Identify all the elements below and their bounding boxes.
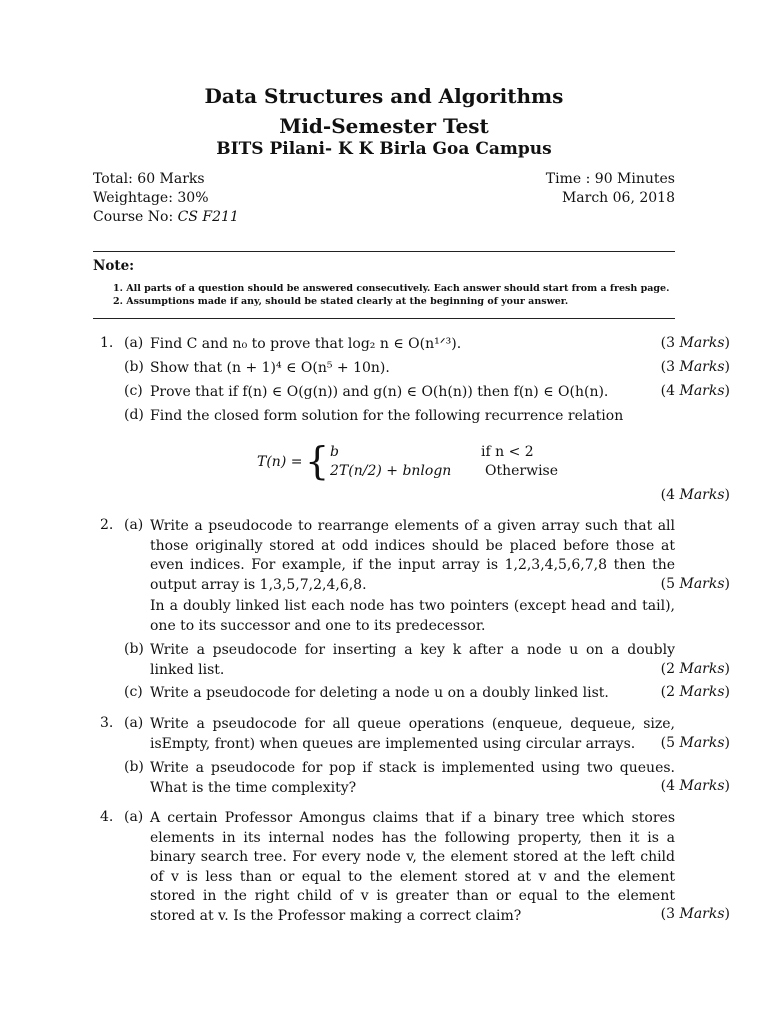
note-item: 2. Assumptions made if any, should be stated clearly at the beginning of your answer. (113, 296, 569, 307)
marks: (3 Marks) (660, 359, 730, 375)
exam-time: Time : 90 Minutes (545, 171, 675, 187)
part-label: (b) (124, 359, 144, 375)
top-rule (93, 251, 675, 252)
part-label: (a) (124, 809, 144, 825)
question-intro: In a doubly linked list each node has two pointers (except head and tail), one to its successor and one to its predecessor. (150, 598, 675, 634)
recurrence-case1: b (330, 444, 339, 460)
course-label: Course No: (93, 209, 178, 225)
question-text: Write a pseudocode for pop if stack is implemented using two queues. What is the time complexity? (150, 760, 675, 796)
institution: BITS Pilani- K K Birla Goa Campus (216, 139, 552, 159)
marks: (5 Marks) (660, 576, 730, 592)
marks: (4 Marks) (660, 778, 730, 794)
question-text: Find C and n₀ to prove that log₂ n ∈ O(n¹ᐟ³). (150, 336, 462, 352)
part-label: (a) (124, 517, 144, 533)
recurrence-case2: 2T(n/2) + bnlogn (330, 463, 452, 479)
question-text: Write a pseudocode for inserting a key k after a node u on a doubly linked list. (150, 642, 675, 678)
course-code: CS F211 (177, 209, 239, 225)
part-label: (a) (124, 715, 144, 731)
question-text: Write a pseudocode for deleting a node u on a doubly linked list. (150, 685, 609, 701)
question-text: Prove that if f(n) ∈ O(g(n)) and g(n) ∈ O(h(n)) then f(n) ∈ O(h(n). (150, 384, 609, 400)
part-label: (b) (124, 759, 144, 775)
marks: (4 Marks) (660, 487, 730, 503)
question-text: Write a pseudocode for all queue operations (enqueue, dequeue, size, isEmpty, front) when queues are implemented using circular arrays. (150, 716, 675, 752)
recurrence-cond1: if n < 2 (481, 444, 534, 460)
question-number: 4. (100, 809, 114, 825)
part-label: (c) (124, 684, 143, 700)
bottom-rule (93, 318, 675, 319)
part-label: (b) (124, 641, 144, 657)
weightage: Weightage: 30% (93, 190, 209, 206)
course-number (93, 208, 239, 227)
marks: (3 Marks) (660, 335, 730, 351)
exam-subtitle: Mid-Semester Test (279, 114, 489, 138)
left-brace: { (305, 439, 330, 483)
question-number: 1. (100, 335, 114, 351)
total-marks: Total: 60 Marks (93, 171, 205, 187)
question-number: 3. (100, 715, 114, 731)
question-number: 2. (100, 517, 114, 533)
exam-title: Data Structures and Algorithms (204, 84, 564, 108)
part-label: (d) (124, 407, 144, 423)
marks: (2 Marks) (660, 661, 730, 677)
marks: (3 Marks) (660, 906, 730, 922)
part-label: (a) (124, 335, 144, 351)
note-item: 1. All parts of a question should be answered consecutively. Each answer should start from a fresh page. (113, 283, 670, 294)
marks: (5 Marks) (660, 735, 730, 751)
note-list (113, 282, 669, 308)
part-label: (c) (124, 383, 143, 399)
recurrence-lhs: T(n) = (257, 454, 303, 470)
question-text: A certain Professor Amongus claims that if a binary tree which stores elements in its internal nodes has the following property, then it is a binary search tree. For every node v, the element stored at the left child of v is less than or equal to the element stored at v and the element stored in the right child of v is greater than or equal to the element stored at v. Is the Professor making a correct claim? (150, 810, 675, 924)
note-heading: Note: (93, 258, 135, 274)
marks: (4 Marks) (660, 383, 730, 399)
marks: (2 Marks) (660, 684, 730, 700)
question-text: Show that (n + 1)⁴ ∈ O(n⁵ + 10n). (150, 360, 390, 376)
recurrence-cond2: Otherwise (485, 463, 559, 479)
exam-date: March 06, 2018 (561, 190, 675, 206)
question-text: Find the closed form solution for the following recurrence relation (150, 408, 624, 424)
question-text: Write a pseudocode to rearrange elements of a given array such that all those originally stored at odd indices should be placed before those at even indices. For example, if the input array is 1,2,3,4,5,6,7,8 then the output array is 1,3,5,7,2,4,6,8. (150, 518, 675, 593)
